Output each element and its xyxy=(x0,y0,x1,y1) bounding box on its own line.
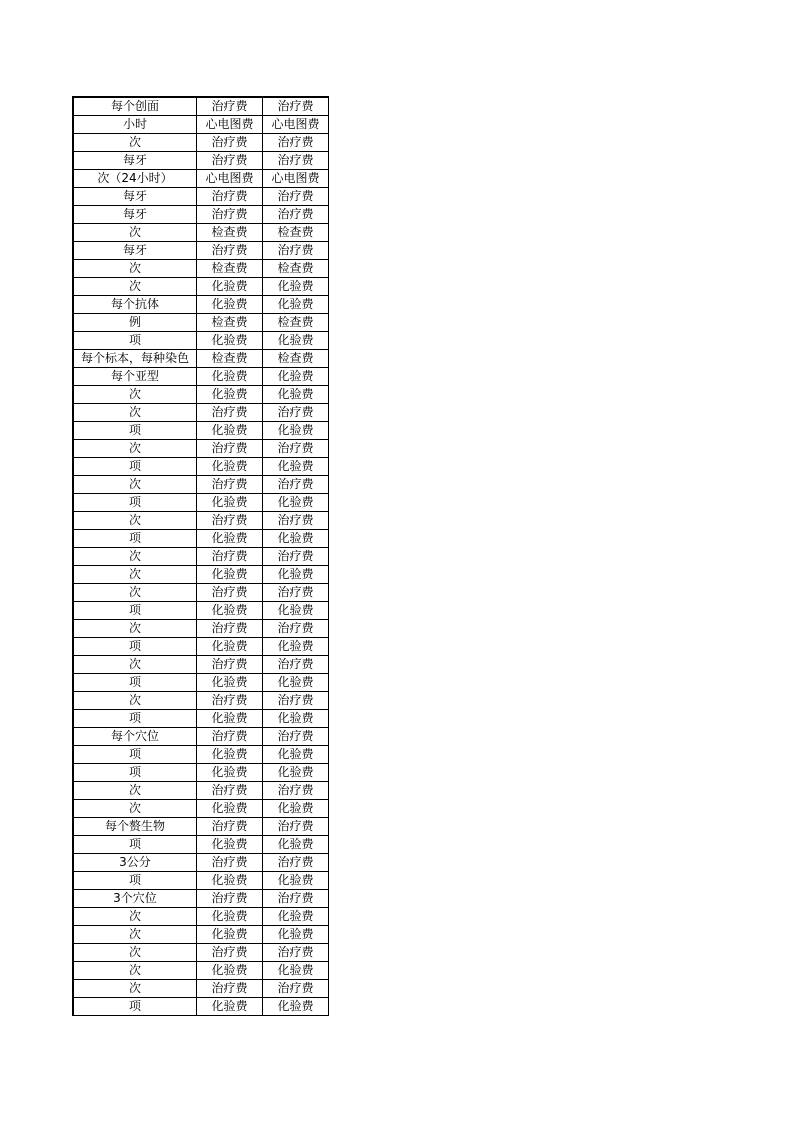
unit-cell: 每牙 xyxy=(73,242,197,260)
table-row xyxy=(73,350,329,368)
fee-category-cell: 治疗费 xyxy=(197,404,263,422)
fee-category-cell: 检查费 xyxy=(197,350,263,368)
unit-cell: 每牙 xyxy=(73,152,197,170)
fee-category-cell: 化验费 xyxy=(197,494,263,512)
fee-category-cell: 化验费 xyxy=(263,530,329,548)
fee-category-cell: 治疗费 xyxy=(263,818,329,836)
unit-cell: 次 xyxy=(73,944,197,962)
table-row xyxy=(73,962,329,980)
fee-category-cell: 治疗费 xyxy=(263,97,329,116)
fee-category-cell: 化验费 xyxy=(197,296,263,314)
fee-category-cell: 治疗费 xyxy=(197,728,263,746)
fee-category-cell: 治疗费 xyxy=(263,548,329,566)
unit-cell: 次 xyxy=(73,782,197,800)
unit-cell: 次 xyxy=(73,260,197,278)
fee-category-cell: 治疗费 xyxy=(263,152,329,170)
fee-category-cell: 治疗费 xyxy=(197,512,263,530)
unit-cell: 次 xyxy=(73,224,197,242)
fee-category-cell: 治疗费 xyxy=(263,890,329,908)
table-row xyxy=(73,224,329,242)
unit-cell: 次 xyxy=(73,926,197,944)
table-row xyxy=(73,764,329,782)
fee-category-cell: 化验费 xyxy=(197,386,263,404)
fee-category-cell: 化验费 xyxy=(197,764,263,782)
fee-category-cell: 治疗费 xyxy=(197,620,263,638)
unit-cell: 次 xyxy=(73,908,197,926)
unit-cell: 次 xyxy=(73,440,197,458)
fee-category-cell: 化验费 xyxy=(197,566,263,584)
unit-cell: 次（24小时） xyxy=(73,170,197,188)
table-row xyxy=(73,782,329,800)
table-row xyxy=(73,386,329,404)
fee-category-cell: 化验费 xyxy=(197,710,263,728)
unit-cell: 项 xyxy=(73,458,197,476)
fee-category-cell: 检查费 xyxy=(263,260,329,278)
table-row xyxy=(73,944,329,962)
table-row xyxy=(73,998,329,1016)
unit-cell: 3公分 xyxy=(73,854,197,872)
unit-cell: 次 xyxy=(73,980,197,998)
fee-category-cell: 治疗费 xyxy=(263,476,329,494)
fee-category-cell: 治疗费 xyxy=(263,188,329,206)
fee-category-cell: 化验费 xyxy=(263,836,329,854)
fee-category-cell: 治疗费 xyxy=(263,656,329,674)
table-row xyxy=(73,314,329,332)
fee-category-cell: 治疗费 xyxy=(263,692,329,710)
fee-category-cell: 化验费 xyxy=(263,998,329,1016)
fee-category-cell: 检查费 xyxy=(197,224,263,242)
fee-category-cell: 心电图费 xyxy=(263,170,329,188)
fee-category-cell: 化验费 xyxy=(263,926,329,944)
unit-cell: 项 xyxy=(73,422,197,440)
fee-category-cell: 治疗费 xyxy=(197,584,263,602)
table-row xyxy=(73,746,329,764)
unit-cell: 项 xyxy=(73,332,197,350)
fee-category-cell: 治疗费 xyxy=(263,980,329,998)
fee-category-cell: 化验费 xyxy=(263,764,329,782)
unit-cell: 每个标本，每种染色 xyxy=(73,350,197,368)
fee-category-cell: 化验费 xyxy=(197,458,263,476)
fee-table xyxy=(72,96,329,1016)
unit-cell: 次 xyxy=(73,566,197,584)
fee-category-cell: 化验费 xyxy=(263,494,329,512)
fee-category-cell: 治疗费 xyxy=(197,206,263,224)
table-row xyxy=(73,890,329,908)
fee-category-cell: 化验费 xyxy=(197,800,263,818)
fee-category-cell: 治疗费 xyxy=(263,584,329,602)
fee-category-cell: 治疗费 xyxy=(197,782,263,800)
unit-cell: 项 xyxy=(73,872,197,890)
fee-category-cell: 检查费 xyxy=(197,260,263,278)
unit-cell: 次 xyxy=(73,656,197,674)
table-row xyxy=(73,332,329,350)
unit-cell: 每个穴位 xyxy=(73,728,197,746)
fee-category-cell: 化验费 xyxy=(263,962,329,980)
fee-category-cell: 治疗费 xyxy=(263,440,329,458)
unit-cell: 每牙 xyxy=(73,206,197,224)
fee-category-cell: 化验费 xyxy=(263,458,329,476)
fee-category-cell: 化验费 xyxy=(263,368,329,386)
fee-category-cell: 治疗费 xyxy=(197,152,263,170)
unit-cell: 每个创面 xyxy=(73,97,197,116)
fee-category-cell: 化验费 xyxy=(263,872,329,890)
fee-category-cell: 治疗费 xyxy=(263,620,329,638)
fee-category-cell: 治疗费 xyxy=(197,944,263,962)
table-row xyxy=(73,602,329,620)
fee-category-cell: 治疗费 xyxy=(197,97,263,116)
table-row xyxy=(73,206,329,224)
table-row xyxy=(73,440,329,458)
table-row xyxy=(73,710,329,728)
table-row xyxy=(73,926,329,944)
fee-category-cell: 化验费 xyxy=(197,962,263,980)
fee-category-cell: 治疗费 xyxy=(197,818,263,836)
fee-category-cell: 化验费 xyxy=(197,638,263,656)
fee-category-cell: 化验费 xyxy=(197,836,263,854)
table-row xyxy=(73,188,329,206)
table-row xyxy=(73,260,329,278)
table-row xyxy=(73,800,329,818)
fee-category-cell: 检查费 xyxy=(263,314,329,332)
fee-category-cell: 化验费 xyxy=(263,674,329,692)
unit-cell: 次 xyxy=(73,962,197,980)
fee-category-cell: 治疗费 xyxy=(263,854,329,872)
unit-cell: 次 xyxy=(73,404,197,422)
table-row xyxy=(73,97,329,116)
table-row xyxy=(73,476,329,494)
fee-category-cell: 化验费 xyxy=(263,638,329,656)
table-row xyxy=(73,566,329,584)
fee-category-cell: 治疗费 xyxy=(197,890,263,908)
table-row xyxy=(73,116,329,134)
table-row xyxy=(73,584,329,602)
fee-category-cell: 心电图费 xyxy=(197,170,263,188)
unit-cell: 次 xyxy=(73,620,197,638)
unit-cell: 项 xyxy=(73,602,197,620)
table-row xyxy=(73,692,329,710)
table-row xyxy=(73,854,329,872)
table-row xyxy=(73,368,329,386)
fee-category-cell: 治疗费 xyxy=(263,512,329,530)
fee-category-cell: 治疗费 xyxy=(263,404,329,422)
unit-cell: 次 xyxy=(73,800,197,818)
fee-category-cell: 化验费 xyxy=(263,602,329,620)
table-row xyxy=(73,674,329,692)
fee-category-cell: 检查费 xyxy=(263,224,329,242)
fee-category-cell: 化验费 xyxy=(263,908,329,926)
fee-category-cell: 化验费 xyxy=(263,422,329,440)
fee-category-cell: 治疗费 xyxy=(263,134,329,152)
fee-category-cell: 检查费 xyxy=(197,314,263,332)
unit-cell: 次 xyxy=(73,278,197,296)
fee-category-cell: 治疗费 xyxy=(197,854,263,872)
unit-cell: 项 xyxy=(73,710,197,728)
fee-category-cell: 化验费 xyxy=(263,278,329,296)
fee-category-cell: 治疗费 xyxy=(197,548,263,566)
table-row xyxy=(73,908,329,926)
unit-cell: 3个穴位 xyxy=(73,890,197,908)
table-row xyxy=(73,242,329,260)
table-row xyxy=(73,152,329,170)
table-row xyxy=(73,404,329,422)
unit-cell: 项 xyxy=(73,764,197,782)
unit-cell: 每牙 xyxy=(73,188,197,206)
unit-cell: 每个抗体 xyxy=(73,296,197,314)
unit-cell: 次 xyxy=(73,692,197,710)
table-row xyxy=(73,494,329,512)
table-row xyxy=(73,512,329,530)
unit-cell: 项 xyxy=(73,836,197,854)
table-row xyxy=(73,728,329,746)
fee-category-cell: 心电图费 xyxy=(263,116,329,134)
fee-category-cell: 治疗费 xyxy=(197,242,263,260)
fee-category-cell: 化验费 xyxy=(197,998,263,1016)
fee-category-cell: 化验费 xyxy=(263,386,329,404)
table-row xyxy=(73,980,329,998)
unit-cell: 项 xyxy=(73,746,197,764)
table-row xyxy=(73,872,329,890)
unit-cell: 每个赘生物 xyxy=(73,818,197,836)
table-row xyxy=(73,296,329,314)
table-row xyxy=(73,170,329,188)
fee-category-cell: 治疗费 xyxy=(263,944,329,962)
fee-category-cell: 治疗费 xyxy=(263,782,329,800)
fee-category-cell: 心电图费 xyxy=(197,116,263,134)
fee-category-cell: 化验费 xyxy=(197,602,263,620)
fee-category-cell: 治疗费 xyxy=(263,242,329,260)
fee-category-cell: 化验费 xyxy=(197,332,263,350)
table-row xyxy=(73,278,329,296)
fee-category-cell: 治疗费 xyxy=(197,440,263,458)
fee-category-cell: 治疗费 xyxy=(197,134,263,152)
fee-category-cell: 化验费 xyxy=(197,746,263,764)
fee-category-cell: 治疗费 xyxy=(263,728,329,746)
unit-cell: 次 xyxy=(73,134,197,152)
unit-cell: 项 xyxy=(73,530,197,548)
unit-cell: 次 xyxy=(73,548,197,566)
table-row xyxy=(73,638,329,656)
table-row xyxy=(73,656,329,674)
table-row xyxy=(73,458,329,476)
unit-cell: 次 xyxy=(73,476,197,494)
table-row xyxy=(73,422,329,440)
fee-category-cell: 化验费 xyxy=(197,278,263,296)
fee-category-cell: 化验费 xyxy=(263,710,329,728)
fee-category-cell: 化验费 xyxy=(197,872,263,890)
fee-category-cell: 化验费 xyxy=(197,908,263,926)
unit-cell: 项 xyxy=(73,494,197,512)
unit-cell: 次 xyxy=(73,386,197,404)
unit-cell: 项 xyxy=(73,638,197,656)
table-row xyxy=(73,818,329,836)
unit-cell: 次 xyxy=(73,512,197,530)
fee-category-cell: 治疗费 xyxy=(197,188,263,206)
fee-category-cell: 治疗费 xyxy=(197,476,263,494)
fee-category-cell: 化验费 xyxy=(197,926,263,944)
fee-category-cell: 治疗费 xyxy=(197,692,263,710)
table-row xyxy=(73,530,329,548)
fee-category-cell: 化验费 xyxy=(263,566,329,584)
fee-category-cell: 检查费 xyxy=(263,350,329,368)
fee-category-cell: 化验费 xyxy=(263,800,329,818)
fee-category-cell: 治疗费 xyxy=(263,206,329,224)
fee-category-cell: 化验费 xyxy=(197,530,263,548)
unit-cell: 小时 xyxy=(73,116,197,134)
fee-category-cell: 化验费 xyxy=(263,332,329,350)
unit-cell: 次 xyxy=(73,584,197,602)
unit-cell: 每个亚型 xyxy=(73,368,197,386)
fee-category-cell: 化验费 xyxy=(263,746,329,764)
fee-category-cell: 化验费 xyxy=(197,422,263,440)
fee-table-body xyxy=(73,97,329,1016)
table-row xyxy=(73,836,329,854)
table-row xyxy=(73,134,329,152)
fee-category-cell: 治疗费 xyxy=(197,656,263,674)
table-row xyxy=(73,620,329,638)
fee-category-cell: 化验费 xyxy=(263,296,329,314)
table-row xyxy=(73,548,329,566)
fee-category-cell: 治疗费 xyxy=(197,980,263,998)
fee-category-cell: 化验费 xyxy=(197,368,263,386)
unit-cell: 项 xyxy=(73,674,197,692)
unit-cell: 项 xyxy=(73,998,197,1016)
unit-cell: 例 xyxy=(73,314,197,332)
fee-category-cell: 化验费 xyxy=(197,674,263,692)
